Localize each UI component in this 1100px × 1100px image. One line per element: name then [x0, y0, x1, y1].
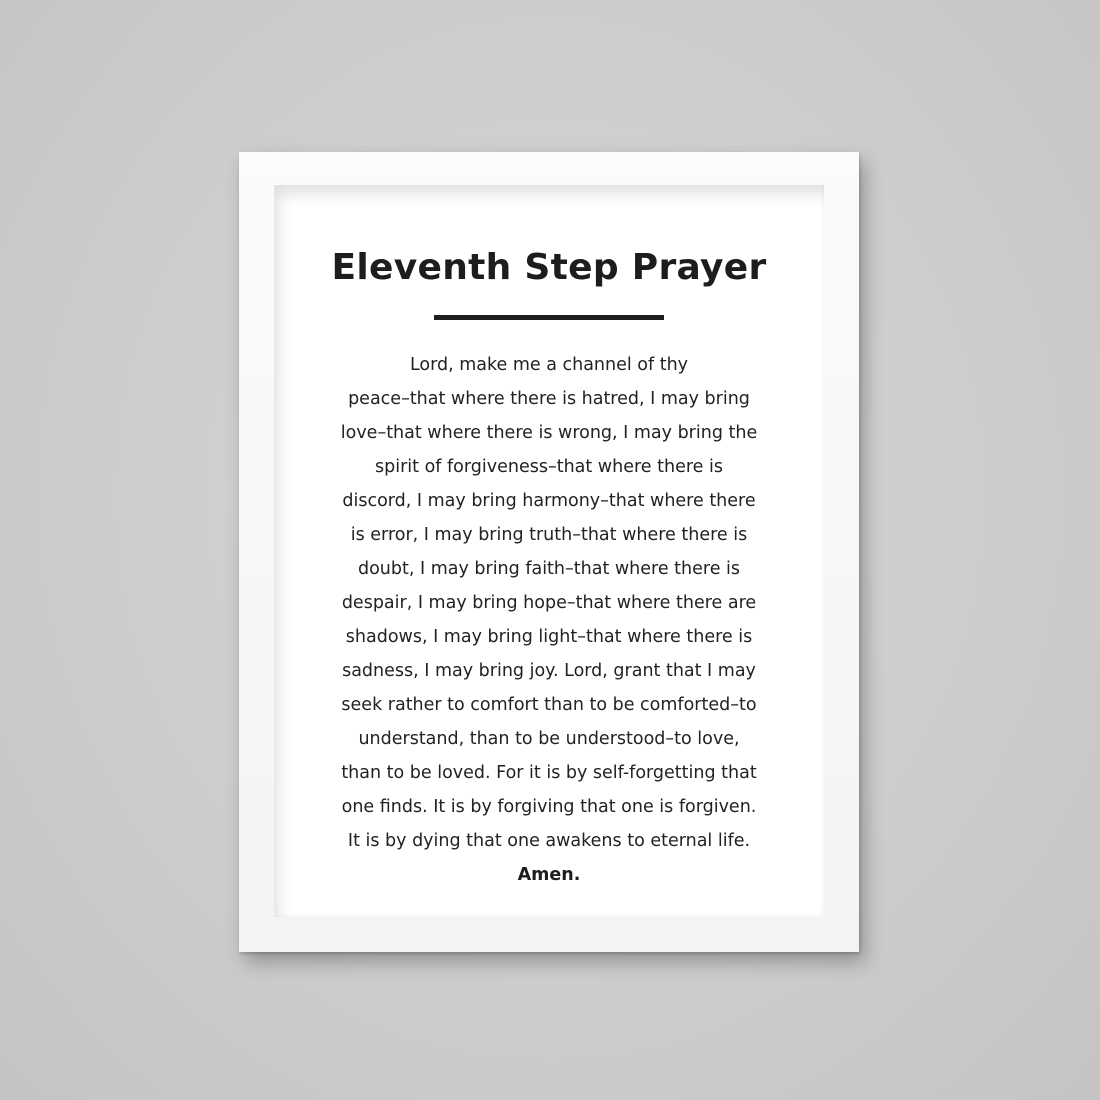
prayer-line: sadness, I may bring joy. Lord, grant that I may: [342, 661, 756, 681]
prayer-line: discord, I may bring harmony–that where there: [342, 491, 756, 511]
prayer-line: shadows, I may bring light–that where there is: [345, 627, 753, 647]
prayer-closing: Amen.: [517, 865, 581, 885]
prayer-line: despair, I may bring hope–that where there are: [341, 593, 757, 613]
prayer-line: peace–that where there is hatred, I may bring: [348, 389, 750, 409]
poster-title: Eleventh Step Prayer: [331, 247, 767, 288]
prayer-line: It is by dying that one awakens to eternal life.: [347, 831, 751, 851]
prayer-line: doubt, I may bring faith–that where there is: [357, 559, 741, 579]
prayer-line: understand, than to be understood–to love,: [358, 729, 740, 749]
prayer-line: Lord, make me a channel of thy: [409, 355, 689, 375]
prayer-line: seek rather to comfort than to be comforted–to: [341, 695, 757, 715]
title-divider: [434, 315, 664, 320]
prayer-line: love–that where there is wrong, I may bring the: [340, 423, 758, 443]
poster-paper: [274, 185, 824, 917]
picture-frame: [239, 152, 859, 952]
prayer-line: one finds. It is by forgiving that one is forgiven.: [341, 797, 757, 817]
prayer-line: than to be loved. For it is by self-forgetting that: [341, 763, 757, 783]
prayer-text: [274, 348, 824, 892]
prayer-line: spirit of forgiveness–that where there is: [375, 457, 723, 477]
prayer-line: is error, I may bring truth–that where there is: [350, 525, 748, 545]
